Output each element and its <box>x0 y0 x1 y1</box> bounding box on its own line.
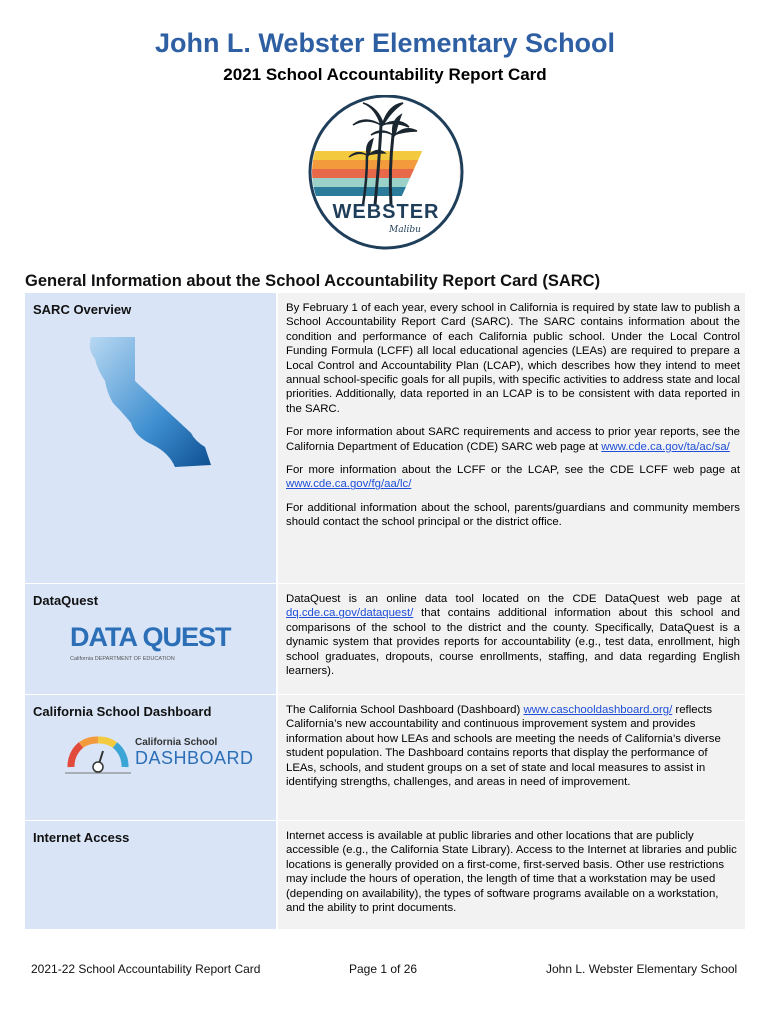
sarc-paragraph-2-text: For more information about SARC requirements and access to prior year reports, see the California Department of Education (CDE) SARC web page at <box>286 426 740 453</box>
school-logo <box>305 95 467 250</box>
section-heading: General Information about the School Accountability Report Card (SARC) <box>25 272 601 290</box>
dashboard-label: California School Dashboard <box>33 704 212 719</box>
dashboard-paragraph-post: reflects California’s new accountability and continuous improvement system and provides information about how LEAs and schools are meeting the needs of California’s diverse student population. The Dashboard contains reports that display the performance of LEAs, schools, and student groups on a set of state and local measures to assist in identifying strengths, challenges, and areas in need of improvement. <box>286 704 721 789</box>
dataquest-label: DataQuest <box>33 593 99 608</box>
dashboard-logo <box>135 737 254 769</box>
dataquest-text <box>278 584 745 694</box>
dataquest-row <box>25 584 745 695</box>
dashboard-paragraph-pre: The California School Dashboard (Dashboard) <box>286 704 521 716</box>
dataquest-link[interactable]: dq.cde.ca.gov/dataquest/ <box>286 607 414 620</box>
school-title: John L. Webster Elementary School <box>154 28 616 58</box>
sarc-overview-label: SARC Overview <box>33 302 132 317</box>
dashboard-paragraph <box>286 703 740 789</box>
sarc-paragraph-1: By February 1 of each year, every school in California is required by state law to publish a School Accountability Report Card (SARC). The SARC contains information about the condition and performance of each California public school. Under the Local Control Funding Formula (LCFF) all local educational agencies (LEAs) are required to prepare a Local Control and Accountability Plan (LCAP), which describes how they intend to meet annual school-specific goals for all pupils, with specific activities to address state and local priorities. Additionally, data reported in an LCAP is to be consistent with data reported in the SARC. <box>286 302 740 415</box>
sarc-web-link[interactable]: www.cde.ca.gov/ta/ac/sa/ <box>601 440 730 453</box>
sarc-overview-cell <box>25 293 276 583</box>
lcff-web-link[interactable]: www.cde.ca.gov/fg/aa/lc/ <box>286 478 412 491</box>
dataquest-paragraph-pre: DataQuest is an online data tool located on the CDE DataQuest web page at <box>286 593 740 605</box>
internet-text <box>278 821 745 929</box>
sarc-paragraph-2 <box>286 425 740 454</box>
footer-left: 2021-22 School Accountability Report Card <box>31 962 261 976</box>
sarc-paragraph-3-text: For more information about the LCFF or the LCAP, see the CDE LCFF web page at <box>286 464 740 477</box>
sarc-overview-text <box>278 293 745 583</box>
logo-text: WEBSTER <box>332 201 440 223</box>
dataquest-cell <box>25 584 276 694</box>
dashboard-gauge-icon <box>63 729 133 779</box>
internet-cell <box>25 821 276 929</box>
report-title: 2021 School Accountability Report Card <box>223 65 547 84</box>
internet-paragraph: Internet access is available at public libraries and other locations that are publicly accessible (e.g., the California State Library). Access to the Internet at libraries and public locations is generally provided on a first-come, first-served basis. Other use restrictions may include the hours of operation, the length of time that a workstation may be used (depending on availability), the types of software programs available on a workstation, and the ability to print documents. <box>286 830 737 915</box>
dashboard-logo-line1: California School <box>135 737 218 748</box>
sarc-paragraph-4: For additional information about the school, parents/guardians and community members should contact the school principal or the district office. <box>286 501 740 529</box>
dashboard-text <box>278 695 745 820</box>
california-map-icon <box>83 333 223 483</box>
dashboard-link[interactable]: www.caschooldashboard.org/ <box>523 704 673 716</box>
dataquest-logo-sub: California DEPARTMENT OF EDUCATION <box>70 656 175 662</box>
dataquest-logo <box>70 622 240 662</box>
footer-right: John L. Webster Elementary School <box>546 962 738 976</box>
info-table <box>25 293 745 930</box>
sarc-overview-row <box>25 293 745 584</box>
logo-script-text: Malibu <box>389 225 421 235</box>
dataquest-paragraph <box>286 592 740 678</box>
dashboard-row <box>25 695 745 821</box>
internet-label: Internet Access <box>33 830 130 845</box>
footer-page-number: Page 1 of 26 <box>349 962 418 976</box>
dashboard-cell <box>25 695 276 820</box>
internet-row <box>25 821 745 930</box>
dataquest-paragraph-post: that contains additional information about this school and comparisons of the school to the district and the county. Specifically, DataQuest is a dynamic system that provides reports for accountability (e.g., test data, enrollment, high school graduates, dropouts, course enrollments, staffing, and data regarding English learners). <box>286 607 740 678</box>
dashboard-logo-line2: DASHBOARD <box>135 748 254 768</box>
sarc-paragraph-3 <box>286 463 740 492</box>
dataquest-logo-text: DATA QUEST <box>70 622 231 652</box>
